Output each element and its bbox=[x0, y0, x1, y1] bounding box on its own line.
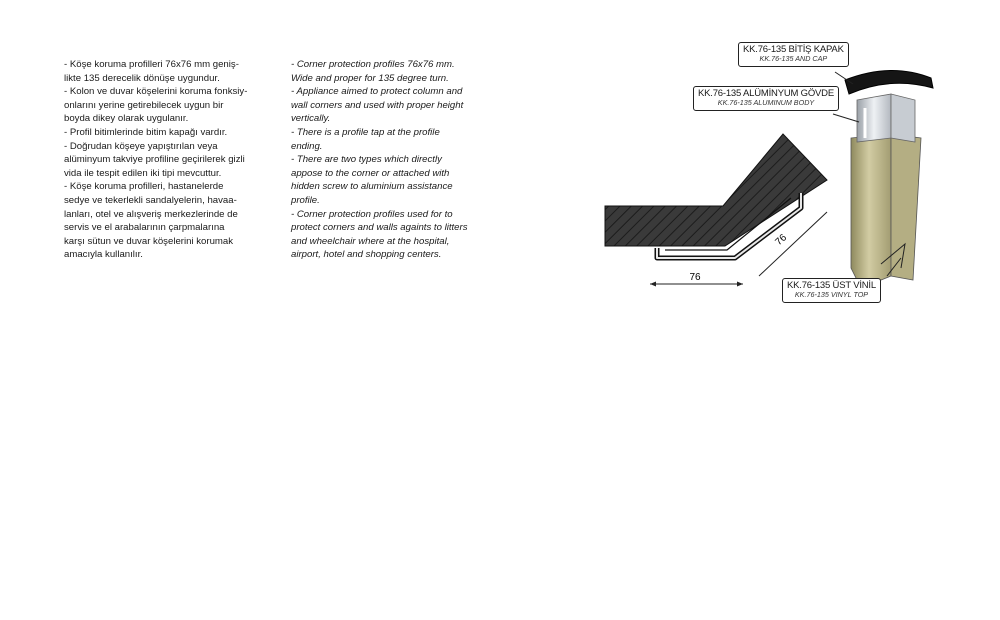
text-line-en: protect corners and walls againts to litters bbox=[291, 222, 468, 234]
text-line-en: - Appliance aimed to protect column and bbox=[291, 86, 463, 98]
callout-vinyl-top-title: KK.76-135 ÜST VİNİL bbox=[787, 280, 876, 291]
callout-end-cap-subtitle: KK.76-135 AND CAP bbox=[759, 54, 828, 63]
text-line-en: and wheelchair where at the hospital, bbox=[291, 235, 450, 247]
callout-aluminum-body bbox=[693, 86, 839, 111]
text-line-tr: - Profil bitimlerinde bitim kapağı vardır. bbox=[64, 126, 228, 138]
text-line-en: Wide and proper for 135 degree turn. bbox=[291, 72, 449, 84]
callout-end-cap-title: KK.76-135 BİTİŞ KAPAK bbox=[743, 44, 844, 55]
text-line-en: hidden screw to aluminium assistance bbox=[291, 181, 453, 193]
text-line-tr: onlarını yerine getirebilecek uygun bir bbox=[64, 99, 224, 111]
text-line-en: - There is a profile tap at the profile bbox=[291, 126, 440, 138]
text-line-en: vertically. bbox=[291, 113, 331, 125]
product-illustration bbox=[595, 38, 955, 318]
text-line-en: ending. bbox=[291, 140, 323, 152]
text-line-tr: servis ve el arabalarının çarpmalarına bbox=[64, 222, 225, 234]
text-line-en: airport, hotel and shopping centers. bbox=[291, 249, 442, 261]
callout-aluminum-body-subtitle: KK.76-135 ALUMINUM BODY bbox=[717, 98, 815, 107]
callout-aluminum-body-title: KK.76-135 ALÜMİNYUM GÖVDE bbox=[698, 88, 834, 99]
text-line-en: - There are two types which directly bbox=[291, 154, 442, 166]
dimension-diagonal-label: 76 bbox=[773, 232, 790, 248]
description-english bbox=[291, 58, 511, 262]
end-cap bbox=[845, 70, 933, 94]
text-line-en: profile. bbox=[291, 194, 320, 206]
column-protector bbox=[851, 94, 921, 288]
text-line-en: - Corner protection profiles used for to bbox=[291, 208, 453, 220]
text-line-en: wall corners and used with proper height bbox=[291, 99, 464, 111]
text-line-tr: - Kolon ve duvar köşelerini koruma fonksiy- bbox=[64, 86, 248, 98]
text-line-en: appose to the corner or attached with bbox=[291, 167, 450, 179]
callout-vinyl-top bbox=[782, 278, 881, 303]
callout-vinyl-top-subtitle: KK.76-135 VINYL TOP bbox=[794, 290, 869, 299]
callout-end-cap bbox=[738, 42, 849, 67]
product-figure bbox=[595, 38, 955, 318]
text-line-tr: - Doğrudan köşeye yapıştırılan veya bbox=[64, 140, 218, 152]
text-line-tr: sedye ve tekerlekli sandalyelerin, havaa- bbox=[64, 194, 237, 206]
text-line-tr: alüminyum takviye profiline geçirilerek gizli bbox=[64, 154, 245, 166]
dimension-diagonal bbox=[759, 212, 827, 276]
text-line-tr: karşı sütun ve duvar köşelerini korumak bbox=[64, 235, 234, 247]
text-line-tr: likte 135 derecelik dönüşe uygundur. bbox=[64, 72, 220, 84]
text-line-tr: vida ile tespit edilen iki tipi mevcuttur. bbox=[64, 167, 222, 179]
text-line-tr: - Köşe koruma profilleri, hastanelerde bbox=[64, 181, 224, 193]
description-turkish bbox=[64, 58, 279, 262]
text-line-tr: boyda dikey olarak uygulanır. bbox=[64, 113, 189, 125]
dimension-horizontal-label: 76 bbox=[689, 272, 701, 283]
text-line-tr: - Köşe koruma profilleri 76x76 mm geniş- bbox=[64, 59, 239, 70]
wall-section bbox=[605, 134, 827, 246]
text-line-tr: amacıyla kullanılır. bbox=[64, 249, 143, 261]
text-line-tr: lanları, otel ve alışveriş merkezlerinde de bbox=[64, 208, 238, 220]
text-line-en: - Corner protection profiles 76x76 mm. bbox=[291, 59, 455, 70]
